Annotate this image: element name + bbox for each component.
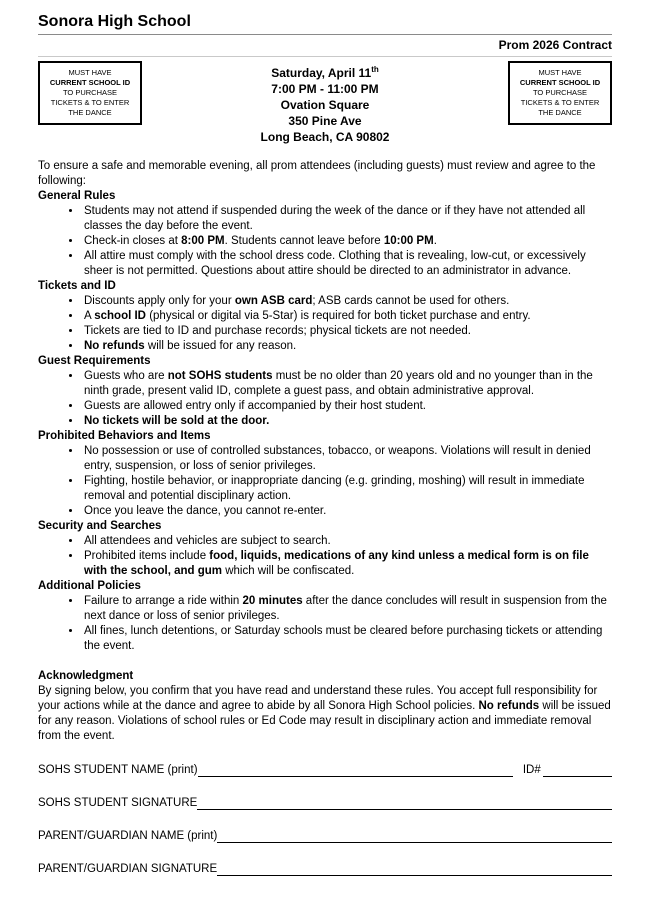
- rules-section: [38, 429, 612, 519]
- list-item: • Guests are allowed entry only if accompanied by their host student.: [82, 399, 612, 414]
- list-item: • A school ID (physical or digital via 5-Star) is required for both ticket purchase and entry.: [82, 309, 612, 324]
- list-item: • Guests who are not SOHS students must be no older than 20 years old and no younger than in the ninth grade, present valid ID, complete a guest pass, and obtain administrative approval.: [82, 369, 612, 399]
- id-number-line: [543, 764, 612, 777]
- section-rule-list: [38, 534, 612, 579]
- rules-section: [38, 579, 612, 654]
- event-address: 350 Pine Ave: [288, 114, 362, 128]
- section-rule-list: [38, 444, 612, 519]
- id-notice-box-right: [508, 61, 612, 125]
- signature-row: [38, 862, 612, 876]
- school-name-title: Sonora High School: [38, 12, 612, 35]
- acknowledgment-title: Acknowledgment: [38, 670, 134, 682]
- acknowledgment-paragraph: By signing below, you confirm that you have read and understand these rules. You accept full responsibility for your actions while at the dance and agree to abide by all Sonora High School policies. No refunds will be issued for any reason. Violations of school rules or Ed Code may result in disciplinary action and immediate removal from the event.: [38, 685, 611, 742]
- event-date: Saturday, April 11th: [271, 65, 379, 80]
- rules-section: [38, 354, 612, 429]
- date-ordinal-suffix: th: [371, 65, 379, 74]
- id-number-label: ID#: [522, 764, 541, 776]
- event-venue: Ovation Square: [280, 98, 370, 112]
- section-title: Additional Policies: [38, 580, 141, 592]
- section-title: Tickets and ID: [38, 280, 116, 292]
- signature-label: PARENT/GUARDIAN SIGNATURE: [38, 863, 218, 875]
- section-rule-list: [38, 594, 612, 654]
- event-details: [142, 61, 508, 145]
- id-notice-line: MUST HAVE: [538, 68, 582, 77]
- contract-title: Prom 2026 Contract: [38, 35, 612, 57]
- event-city: Long Beach, CA 90802: [260, 130, 390, 144]
- signature-line: [198, 764, 513, 777]
- rules-sections: [38, 189, 612, 654]
- id-notice-line: TO PURCHASE: [62, 88, 118, 97]
- list-item: • All attire must comply with the school dress code. Clothing that is revealing, low-cut, or excessively sheer is not permitted. Questions about attire should be directed to an administrator in advance.: [82, 249, 612, 279]
- list-item: • Discounts apply only for your own ASB card; ASB cards cannot be used for others.: [82, 294, 612, 309]
- rules-section: [38, 519, 612, 579]
- signature-row: [38, 796, 612, 810]
- list-item: • Tickets are tied to ID and purchase records; physical tickets are not needed.: [82, 324, 612, 339]
- section-title: Guest Requirements: [38, 355, 151, 367]
- list-item: • All attendees and vehicles are subject to search.: [82, 534, 612, 549]
- list-item: • No tickets will be sold at the door.: [82, 414, 612, 429]
- header-band: [38, 61, 612, 145]
- list-item: • Fighting, hostile behavior, or inappropriate dancing (e.g. grinding, moshing) will result in immediate removal and potential disciplinary action.: [82, 474, 612, 504]
- signature-label: PARENT/GUARDIAN NAME (print): [38, 830, 218, 842]
- id-notice-line: TO PURCHASE: [532, 88, 588, 97]
- id-notice-line: MUST HAVE: [68, 68, 112, 77]
- section-title: Security and Searches: [38, 520, 162, 532]
- list-item: • Students may not attend if suspended during the week of the dance or if they have not attended all classes the day before the event.: [82, 204, 612, 234]
- list-item: • No refunds will be issued for any reason.: [82, 339, 612, 354]
- signature-area: [38, 763, 612, 876]
- signature-row: [38, 763, 612, 777]
- id-notice-line: THE DANCE: [68, 108, 112, 117]
- signature-line: [217, 863, 612, 876]
- acknowledgment-section: [38, 669, 612, 744]
- signature-line: [197, 797, 612, 810]
- section-rule-list: [38, 204, 612, 279]
- event-time: 7:00 PM - 11:00 PM: [271, 82, 379, 96]
- list-item: • Check-in closes at 8:00 PM. Students cannot leave before 10:00 PM.: [82, 234, 612, 249]
- signature-label: SOHS STUDENT SIGNATURE: [38, 797, 198, 809]
- id-notice-line: TICKETS & TO ENTER: [50, 98, 130, 107]
- list-item: • No possession or use of controlled substances, tobacco, or weapons. Violations will result in denied entry, suspension, or loss of senior privileges.: [82, 444, 612, 474]
- section-rule-list: [38, 369, 612, 429]
- signature-label: SOHS STUDENT NAME (print): [38, 764, 198, 776]
- section-title: Prohibited Behaviors and Items: [38, 430, 211, 442]
- id-notice-line: TICKETS & TO ENTER: [520, 98, 600, 107]
- signature-line: [217, 830, 612, 843]
- intro-paragraph: To ensure a safe and memorable evening, all prom attendees (including guests) must review and agree to the following:: [38, 160, 596, 187]
- id-notice-line: CURRENT SCHOOL ID: [519, 78, 601, 87]
- list-item: • Once you leave the dance, you cannot re-enter.: [82, 504, 612, 519]
- list-item: • All fines, lunch detentions, or Saturday schools must be cleared before purchasing tickets or attending the event.: [82, 624, 612, 654]
- list-item: • Prohibited items include food, liquids, medications of any kind unless a medical form is on file with the school, and gum which will be confiscated.: [82, 549, 612, 579]
- id-notice-line: CURRENT SCHOOL ID: [49, 78, 131, 87]
- rules-section: [38, 189, 612, 279]
- section-title: General Rules: [38, 190, 116, 202]
- list-item: • Failure to arrange a ride within 20 minutes after the dance concludes will result in suspension from the next dance or loss of senior privileges.: [82, 594, 612, 624]
- id-notice-line: THE DANCE: [538, 108, 582, 117]
- section-rule-list: [38, 294, 612, 354]
- id-notice-box-left: [38, 61, 142, 125]
- rules-section: [38, 279, 612, 354]
